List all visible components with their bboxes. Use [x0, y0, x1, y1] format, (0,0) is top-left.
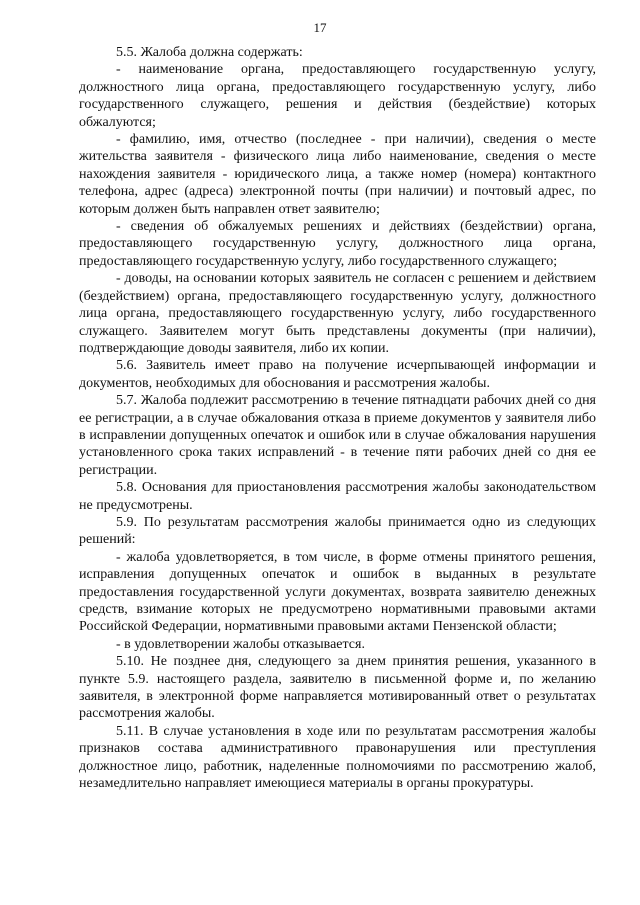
- document-body: [79, 44, 596, 792]
- page-number: 17: [313, 20, 327, 35]
- paragraph-5-6: 5.6. Заявитель имеет право на получение исчерпывающей информации и документов, необходимых для обоснования и рассмотрения жалобы.: [79, 358, 596, 391]
- paragraph-5-5-item-applicant-info: - фамилию, имя, отчество (последнее - при наличии), сведения о месте жительства заявителя - физического лица либо наименование, сведения о месте нахождения заявителя - юридического лица, а также номер (номера) контактного телефона, адрес (адреса) электронной почты (при наличии) и почтовый адрес, по которым должен быть направлен ответ заявителю;: [79, 132, 596, 217]
- paragraph-5-9: 5.9. По результатам рассмотрения жалобы принимается одно из следующих решений:: [79, 514, 596, 548]
- paragraph-5-11: 5.11. В случае установления в ходе или по результатам рассмотрения жалобы признаков состава административного правонарушения или преступления должностное лицо, работник, наделенные полномочиями по рассмотрению жалоб, незамедлительно направляет имеющиеся материалы в органы прокуратуры.: [79, 723, 596, 792]
- paragraph-5-5-item-body-name: - наименование органа, предоставляющего государственную услугу, должностного лица органа, предоставляющего государственную услугу, либо государственного служащего, решения и действия (бездействие) которых обжалуются;: [79, 62, 596, 130]
- paragraph-5-5-item-decisions: - сведения об обжалуемых решениях и действиях (бездействии) органа, предоставляющего государственную услугу, должностного лица органа, предоставляющего государственную услугу, либо государственного служащего;: [79, 219, 596, 269]
- paragraph-5-9-item-satisfied: - жалоба удовлетворяется, в том числе, в форме отмены принятого решения, исправления допущенных опечаток и ошибок в выданных в результате предоставления государственной услуги документах, возврата заявителю денежных средств, взимание которых не предусмотрено нормативными правовыми актами Российской Федерации, нормативными правовыми актами Пензенской области;: [79, 549, 596, 635]
- paragraph-5-7: 5.7. Жалоба подлежит рассмотрению в течение пятнадцати рабочих дней со дня ее регистрации, а в случае обжалования отказа в приеме документов у заявителя либо в исправлении допущенных опечаток и ошибок или в случае обжалования нарушения установленного срока таких исправлений - в течение пяти рабочих дней со дня ее регистрации.: [79, 393, 596, 478]
- paragraph-5-8: 5.8. Основания для приостановления рассмотрения жалобы законодательством не предусмотрены.: [79, 480, 596, 513]
- paragraph-5-5-item-arguments: - доводы, на основании которых заявитель не согласен с решением и действием (бездействием) органа, предоставляющего государственную услугу, должностного лица органа, предоставляющего государственную услугу, либо государственного служащего. Заявителем могут быть представлены документы (при наличии), подтверждающие доводы заявителя, либо их копии.: [79, 271, 596, 356]
- paragraph-5-5-heading: 5.5. Жалоба должна содержать:: [116, 45, 303, 60]
- paragraph-5-10: 5.10. Не позднее дня, следующего за днем принятия решения, указанного в пункте 5.9. настоящего раздела, заявителю в письменной форме и, по желанию заявителя, в электронной форме направляется мотивированный ответ о результатах рассмотрения жалобы.: [79, 654, 596, 722]
- paragraph-5-9-item-refused: - в удовлетворении жалобы отказывается.: [116, 636, 365, 652]
